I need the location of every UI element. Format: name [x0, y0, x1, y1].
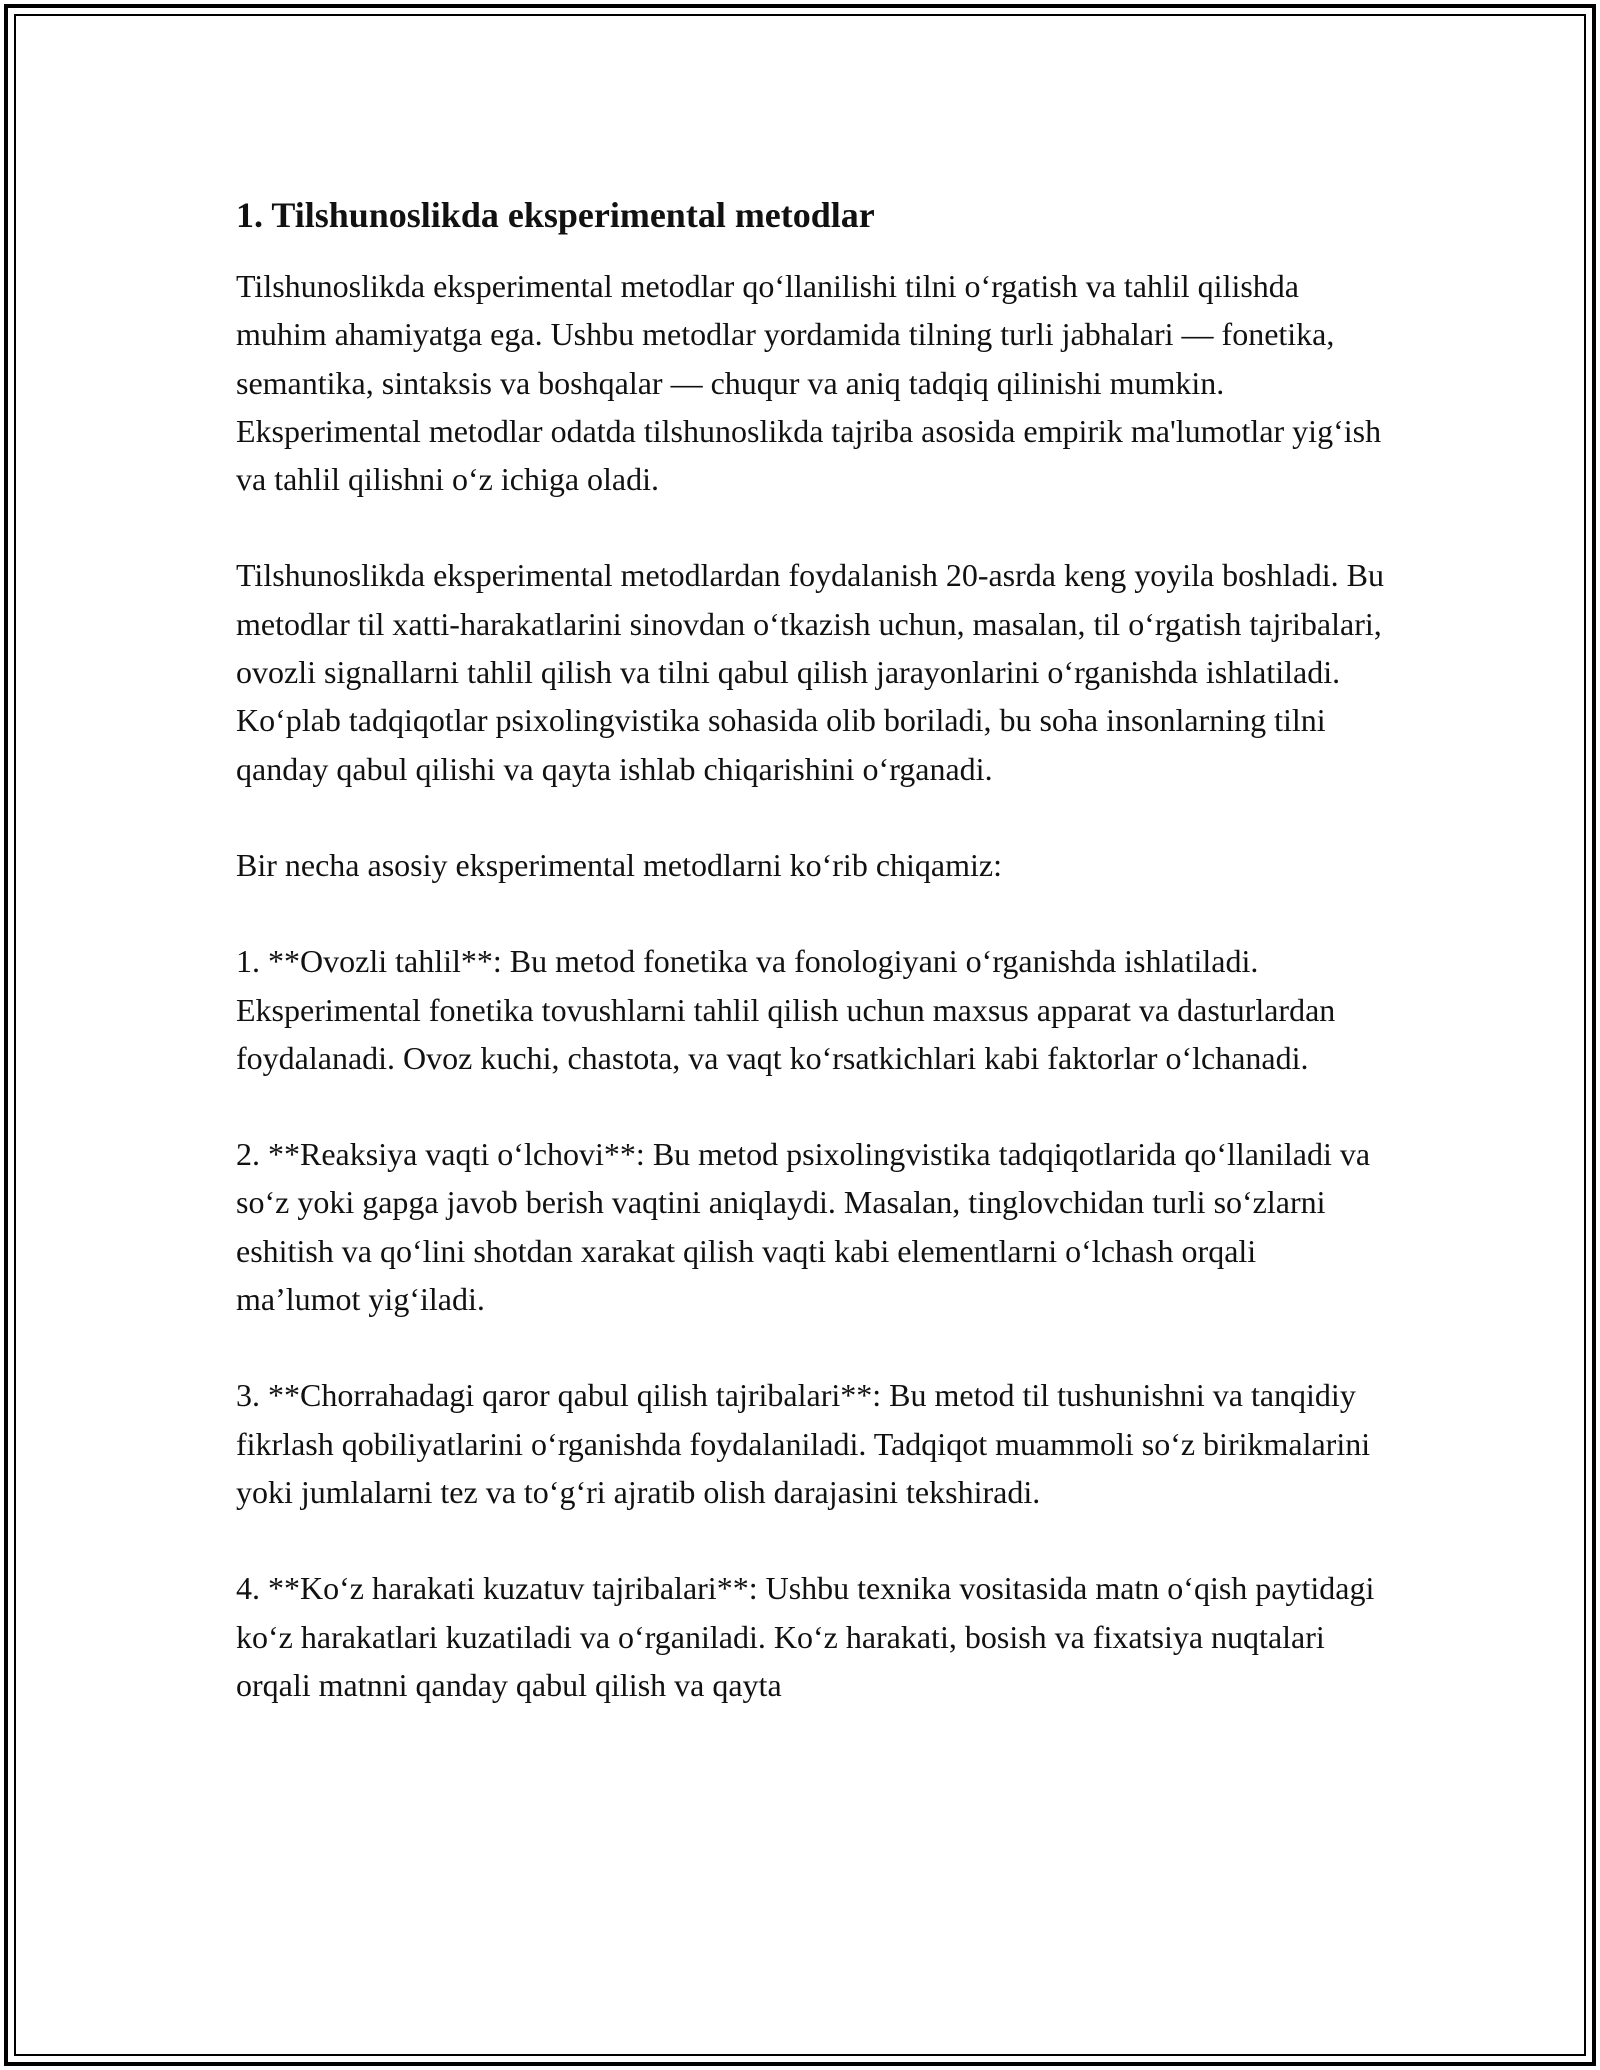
- list-item-decision-experiments: 3. **Chorrahadagi qaror qabul qilish tajribalari**: Bu metod til tushunishni va tanqidiy fikrlash qobiliyatlarini o‘rganishda foydalaniladi. Tadqiqot muammoli so‘z birikmalarini yoki jumlalarni tez va to‘g‘ri ajratib olish darajasini tekshiradi.: [236, 1377, 1371, 1510]
- list-item-voice-analysis: 1. **Ovozli tahlil**: Bu metod fonetika va fonologiyani o‘rganishda ishlatiladi. Eksperimental fonetika tovushlarni tahlil qilish uchun maxsus apparat va dasturlardan foydalanadi. Ovoz kuchi, chastota, va vaqt ko‘rsatkichlari kabi faktorlar o‘lchanadi.: [236, 943, 1336, 1076]
- list-item-reaction-time: 2. **Reaksiya vaqti o‘lchovi**: Bu metod psixolingvistika tadqiqotlarida qo‘llaniladi va so‘z yoki gapga javob berish vaqtini aniqlaydi. Masalan, tinglovchidan turli so‘zlarni eshitish va qo‘lini shotdan xarakat qilish vaqti kabi elementlarni o‘lchash orqali ma’lumot yig‘iladi.: [236, 1136, 1371, 1318]
- section-heading: 1. Tilshunoslikda eksperimental metodlar: [236, 195, 875, 235]
- document-body: [236, 186, 1386, 1709]
- paragraph-list-intro: Bir necha asosiy eksperimental metodlarni ko‘rib chiqamiz:: [236, 846, 1002, 883]
- paragraph-history: Tilshunoslikda eksperimental metodlardan foydalanish 20-asrda keng yoyila boshladi. Bu metodlar til xatti-harakatlarini sinovdan o‘tkazish uchun, masalan, til o‘rgatish tajribalari, ovozli signallarni tahlil qilish va tilni qabul qilish jarayonlarini o‘rganishda ishlatiladi. Ko‘plab tadqiqotlar psixolingvistika sohasida olib boriladi, bu soha insonlarning tilni qanday qabul qilishi va qayta ishlab chiqarishini o‘rganadi.: [236, 557, 1384, 787]
- paragraph-intro: Tilshunoslikda eksperimental metodlar qo‘llanilishi tilni o‘rgatish va tahlil qilishda muhim ahamiyatga ega. Ushbu metodlar yordamida tilning turli jabhalari — fonetika, semantika, sintaksis va boshqalar — chuqur va aniq tadqiq qilinishi mumkin. Eksperimental metodlar odatda tilshunoslikda tajriba asosida empirik ma'lumotlar yig‘ish va tahlil qilishni o‘z ichiga oladi.: [236, 268, 1382, 498]
- list-item-eye-tracking: 4. **Ko‘z harakati kuzatuv tajribalari**: Ushbu texnika vositasida matn o‘qish paytidagi ko‘z harakatlari kuzatiladi va o‘rganiladi. Ko‘z harakati, bosish va fixatsiya nuqtalari orqali matnni qanday qabul qilish va qayta: [236, 1570, 1375, 1703]
